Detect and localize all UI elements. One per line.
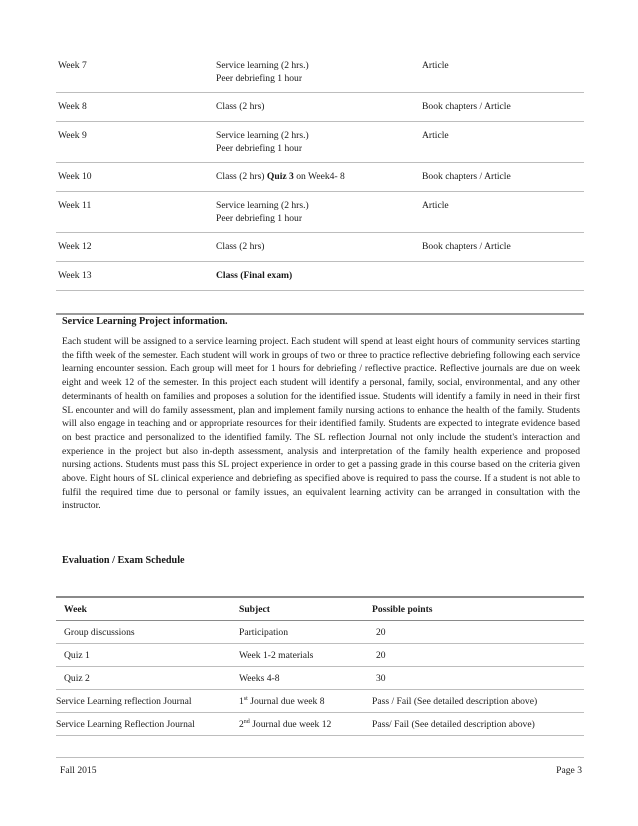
final-exam-label: Class (Final exam) (216, 270, 293, 281)
activity-line: Class (2 hrs) (216, 101, 265, 112)
schedule-row (56, 262, 584, 291)
eval-week: Group discussions (64, 626, 135, 638)
resources-cell: Book chapters / Article (422, 171, 511, 182)
resources-cell: Article (422, 200, 449, 211)
evaluation-row (56, 713, 584, 736)
schedule-row-empty (56, 291, 584, 315)
activity-line: Service learning (2 hrs.) (216, 60, 309, 71)
schedule-row (56, 52, 584, 93)
resources-cell (422, 262, 584, 277)
activity-line: Service learning (2 hrs.) (216, 200, 309, 211)
week-cell: Week 13 (58, 270, 92, 281)
footer-term: Fall 2015 (60, 765, 97, 776)
ordinal-suffix: nd (243, 718, 250, 725)
week-cell: Week 9 (58, 130, 87, 141)
eval-subject (239, 690, 372, 713)
activity-text: on Week4- 8 (293, 171, 345, 182)
footer-page-number: Page 3 (556, 765, 582, 776)
footer-divider (56, 757, 584, 758)
schedule-row (56, 93, 584, 122)
eval-subject: Participation (239, 626, 289, 638)
activity-text: Class (2 hrs) (216, 171, 267, 182)
schedule-row (56, 163, 584, 192)
resources-cell: Book chapters / Article (422, 101, 511, 112)
resources-cell: Article (422, 60, 449, 71)
ordinal-suffix: st (243, 695, 248, 702)
eval-points: 30 (376, 672, 386, 684)
evaluation-row (56, 621, 584, 644)
eval-points: 20 (376, 649, 386, 661)
eval-subject: Weeks 4-8 (239, 672, 280, 684)
project-info-body: Each student will be assigned to a service learning project. Each student will spend at least eight hours of community services starting the fifth week of the semester. Each student will work in groups of two or three to practice reflective debriefing following each service learning encounter session. Each group will meet for 1 hours for debriefing / reflective practice. Reflective journals are due on week eight and week 12 of the semester. In this project each student will identify a personal, family, social, environmental, and any other determinants of health on families and proposes a solution for the identified issue. Students will identify a family in need in their first SL encounter and will do family assessment, plan and implement family nursing actions to enhance the health of the family. Students will also engage in teaching and or appropriate resources for their identified family. Students are expected to integrate evidence based on best practice and personalized to the identified family. The SL reflection Journal not only include the student's interaction and experience in the project but also in-depth assessment, analysis and interpretation of the family health experience and proposed nursing actions. Students must pass this SL project experience in order to get a passing grade in this course based on the criteria given above. Eight hours of SL clinical experience and debriefing as specified above is required to pass the course. If a student is not able to fulfil the required time due to personal or family issues, an equivalent learning activity can be arranged in consultation with the instructor. (62, 336, 580, 512)
activity-line: Peer debriefing 1 hour (216, 213, 303, 224)
resources-cell: Book chapters / Article (422, 241, 511, 252)
activity-line (216, 163, 422, 191)
subject-text: Journal due week 12 (249, 718, 332, 730)
schedule-row (56, 122, 584, 163)
eval-points: Pass / Fail (See detailed description above) (372, 695, 538, 707)
weekly-schedule-table (56, 52, 584, 315)
activity-line: Class (2 hrs) (216, 241, 265, 252)
eval-subject (239, 713, 372, 736)
week-cell: Week 12 (58, 241, 92, 252)
eval-subject: Week 1-2 materials (239, 649, 314, 661)
activity-line: Peer debriefing 1 hour (216, 73, 303, 84)
evaluation-row (56, 667, 584, 690)
schedule-row (56, 233, 584, 262)
resources-cell: Article (422, 130, 449, 141)
activity-line (216, 262, 422, 290)
eval-points: Pass/ Fail (See detailed description above) (372, 718, 535, 730)
header-week: Week (64, 603, 87, 615)
eval-week: Quiz 1 (64, 649, 90, 661)
eval-week: Service Learning reflection Journal (56, 695, 192, 707)
schedule-row (56, 192, 584, 233)
project-info-section (62, 316, 580, 513)
activity-line: Peer debriefing 1 hour (216, 143, 303, 154)
week-cell: Week 8 (58, 101, 87, 112)
ordinal-number: 1 (239, 695, 244, 707)
week-cell: Week 11 (58, 200, 92, 211)
activity-line: Service learning (2 hrs.) (216, 130, 309, 141)
week-cell: Week 10 (58, 171, 92, 182)
evaluation-title: Evaluation / Exam Schedule (62, 555, 185, 566)
eval-week: Service Learning Reflection Journal (56, 718, 195, 730)
ordinal-number: 2 (239, 718, 244, 730)
evaluation-table (56, 596, 584, 736)
week-cell: Week 7 (58, 60, 87, 71)
eval-week: Quiz 2 (64, 672, 90, 684)
evaluation-row (56, 690, 584, 713)
evaluation-row (56, 644, 584, 667)
quiz-label: Quiz 3 (266, 171, 294, 182)
header-subject: Subject (239, 603, 270, 615)
project-info-heading: Service Learning Project information. (62, 316, 228, 327)
header-points: Possible points (372, 603, 433, 615)
eval-points: 20 (376, 626, 386, 638)
subject-text: Journal due week 8 (247, 695, 325, 707)
evaluation-header-row (56, 597, 584, 621)
